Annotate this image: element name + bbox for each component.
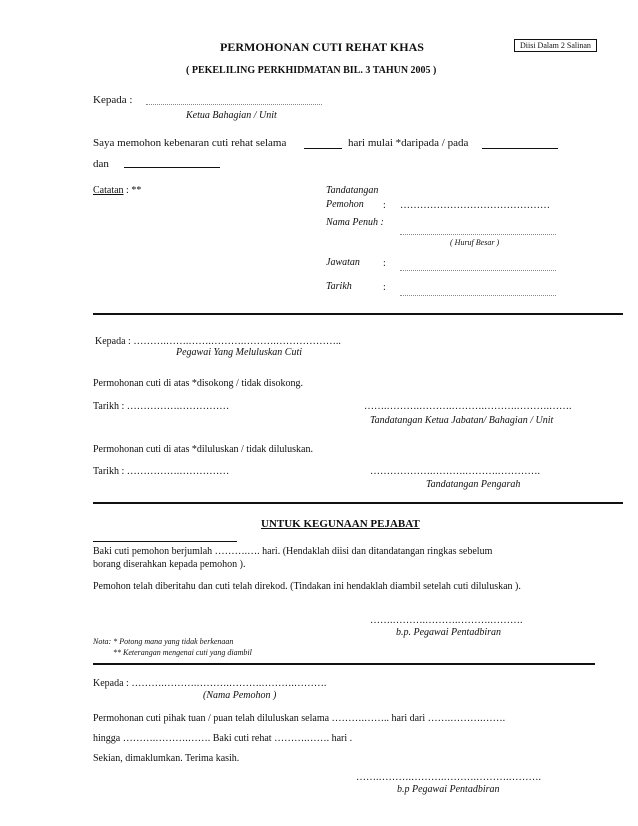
tarikh-sokong-line[interactable]: Tarikh : …………….……………: [93, 401, 230, 412]
section-divider-3: [93, 663, 595, 665]
hingga-text: hingga ……….……….……. Baki cuti rehat ……….……. hari .: [93, 733, 353, 744]
catatan-suffix: : **: [123, 185, 142, 196]
copies-note: Diisi Dalam 2 Salinan: [520, 41, 591, 50]
ketua-signature-field[interactable]: …….……….……….……….……….……….…….: [364, 401, 572, 412]
pengarah-signature-field[interactable]: ……………….……….……….………….: [370, 466, 540, 477]
form-subtitle: ( PEKELILING PERKHIDMATAN BIL. 3 TAHUN 2005 ): [186, 65, 437, 76]
kepada-label: Kepada :: [93, 94, 133, 106]
nama-penuh-label: Nama Penuh :: [326, 217, 384, 228]
ketua-bahagian-label: Ketua Bahagian / Unit: [186, 110, 277, 121]
pentadbiran-label: b.p. Pegawai Pentadbiran: [396, 627, 501, 638]
request-text: Saya memohon kebenaran cuti rehat selama: [93, 137, 287, 149]
approved-text: Permohonan cuti pihak tuan / puan telah diluluskan selama ……….…….. hari dari …….……….…….: [93, 713, 506, 724]
sokong-text: Permohonan cuti di atas *disokong / tidak disokong.: [93, 378, 303, 389]
ketua-name-field[interactable]: [146, 104, 322, 105]
start-date-field[interactable]: [482, 148, 558, 149]
pengarah-signature-label: Tandatangan Pengarah: [426, 479, 521, 490]
jawatan-colon: :: [383, 258, 386, 269]
kepada-pemohon-line: Kepada : ……….……….……….……….……….……….: [93, 678, 327, 689]
office-rule: [93, 541, 237, 542]
pemohon-label: Pemohon: [326, 199, 364, 210]
tarikh-colon: :: [383, 282, 386, 293]
final-signature-field[interactable]: …….……….……….……….……….……….: [356, 772, 541, 783]
nama-penuh-field[interactable]: [400, 234, 556, 235]
hari-daripada-text: hari mulai *daripada / pada: [348, 137, 469, 149]
section-divider-2: [93, 502, 623, 504]
baki-line-1: Baki cuti pemohon berjumlah ……….…. hari. (Hendaklah diisi dan ditandatangan ringkas sebelum: [93, 546, 493, 557]
final-pentadbiran-label: b.p Pegawai Pentadbiran: [397, 784, 500, 795]
nota-line-1: Nota: * Potong mana yang tidak berkenaan: [93, 637, 234, 646]
pemohon-colon: :: [383, 200, 386, 211]
catatan-row: [93, 185, 141, 196]
days-field[interactable]: [304, 148, 342, 149]
nama-pemohon-label: (Nama Pemohon ): [203, 690, 277, 701]
huruf-besar-note: ( Huruf Besar ): [450, 238, 500, 247]
copies-note-box: [514, 39, 597, 52]
ketua-signature-label: Tandatangan Ketua Jabatan/ Bahagian / Unit: [370, 415, 554, 426]
jawatan-label: Jawatan: [326, 257, 360, 268]
dan-text: dan: [93, 158, 109, 170]
tarikh-field[interactable]: [400, 295, 556, 296]
section-divider-1: [93, 313, 623, 315]
jawatan-field[interactable]: [400, 270, 556, 271]
lulus-text: Permohonan cuti di atas *diluluskan / tidak diluluskan.: [93, 444, 313, 455]
form-title: PERMOHONAN CUTI REHAT KHAS: [220, 40, 424, 54]
nota-line-2: ** Keterangan mengenai cuti yang diambil: [113, 648, 252, 657]
sekian-text: Sekian, dimaklumkan. Terima kasih.: [93, 753, 240, 764]
end-date-field[interactable]: [124, 167, 220, 168]
direkod-text: Pemohon telah diberitahu dan cuti telah direkod. (Tindakan ini hendaklah diambil setelah cuti diluluskan ).: [93, 581, 521, 592]
tarikh-label: Tarikh: [326, 281, 352, 292]
tarikh-lulus-line[interactable]: Tarikh : …………….……………: [93, 466, 230, 477]
catatan-label: Catatan: [93, 185, 124, 196]
pentadbiran-signature-field[interactable]: …….……….……….……….……….: [370, 615, 523, 626]
signature-field[interactable]: ………………………………………: [400, 200, 550, 211]
baki-line-2: borang diserahkan kepada pemohon ).: [93, 559, 246, 570]
pegawai-meluluskan-label: Pegawai Yang Meluluskan Cuti: [176, 347, 303, 358]
office-use-heading: UNTUK KEGUNAAN PEJABAT: [261, 518, 420, 530]
kepada-pegawai-line: Kepada : ……….…….…….……….……….………………..: [95, 336, 341, 347]
tandatangan-label: Tandatangan: [326, 185, 379, 196]
